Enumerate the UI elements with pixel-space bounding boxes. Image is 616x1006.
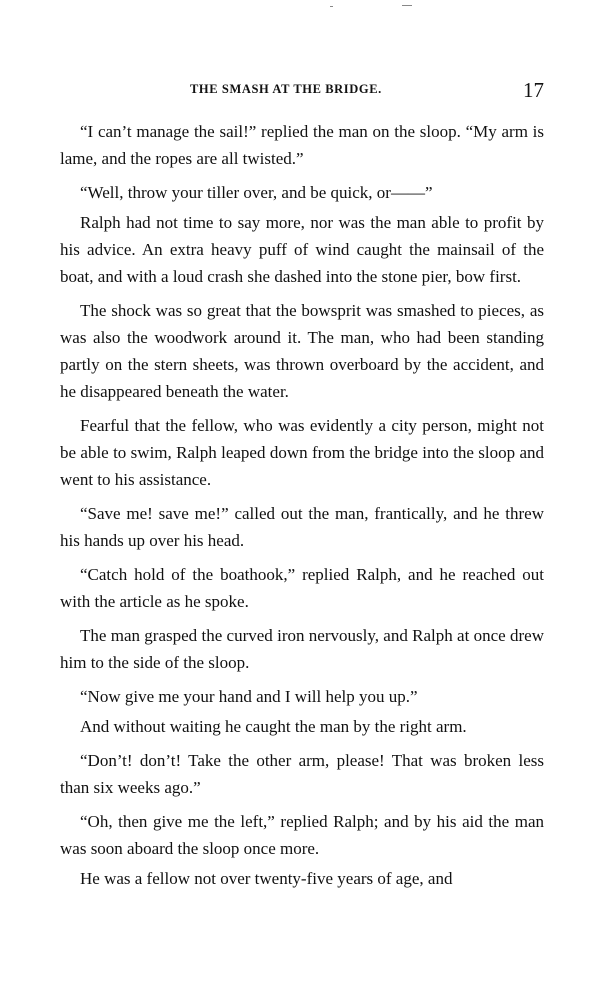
paragraph: He was a fellow not over twenty-five years of age, and [80, 869, 453, 888]
paragraph: “Save me! save me!” called out the man, frantically, and he threw his hands up over his head. [60, 504, 544, 550]
scan-speck [330, 6, 333, 7]
paragraph: “Catch hold of the boathook,” replied Ralph, and he reached out with the article as he spoke. [60, 565, 544, 611]
paragraph: “I can’t manage the sail!” replied the man on the sloop. “My arm is lame, and the ropes are all twisted.” [60, 122, 544, 168]
body-text [60, 118, 544, 899]
paragraph: “Now give me your hand and I will help you up.” [80, 687, 418, 706]
paragraph: “Don’t! don’t! Take the other arm, please! That was broken less than six weeks ago.” [60, 751, 544, 797]
chapter-running-title: THE SMASH AT THE BRIDGE. [190, 82, 382, 96]
paragraph: Fearful that the fellow, who was evidently a city person, might not be able to swim, Ralph leaped down from the bridge into the sloop and went to his assistance. [60, 416, 544, 489]
page-number: 17 [523, 78, 544, 102]
paragraph: The shock was so great that the bowsprit was smashed to pieces, as was also the woodwork around it. The man, who had been standing partly on the stern sheets, was thrown overboard by the accident, and he disappeared beneath the water. [60, 301, 544, 401]
scan-speck [402, 5, 412, 6]
paragraph: “Oh, then give me the left,” replied Ralph; and by his aid the man was soon aboard the sloop once more. [60, 812, 544, 858]
running-head [60, 78, 546, 102]
paragraph: The man grasped the curved iron nervously, and Ralph at once drew him to the side of the sloop. [60, 626, 544, 672]
paragraph: And without waiting he caught the man by the right arm. [80, 717, 467, 736]
paragraph: “Well, throw your tiller over, and be quick, or——” [80, 183, 433, 202]
paragraph: Ralph had not time to say more, nor was the man able to profit by his advice. An extra heavy puff of wind caught the mainsail of the boat, and with a loud crash she dashed into the stone pier, bow first. [60, 213, 544, 286]
